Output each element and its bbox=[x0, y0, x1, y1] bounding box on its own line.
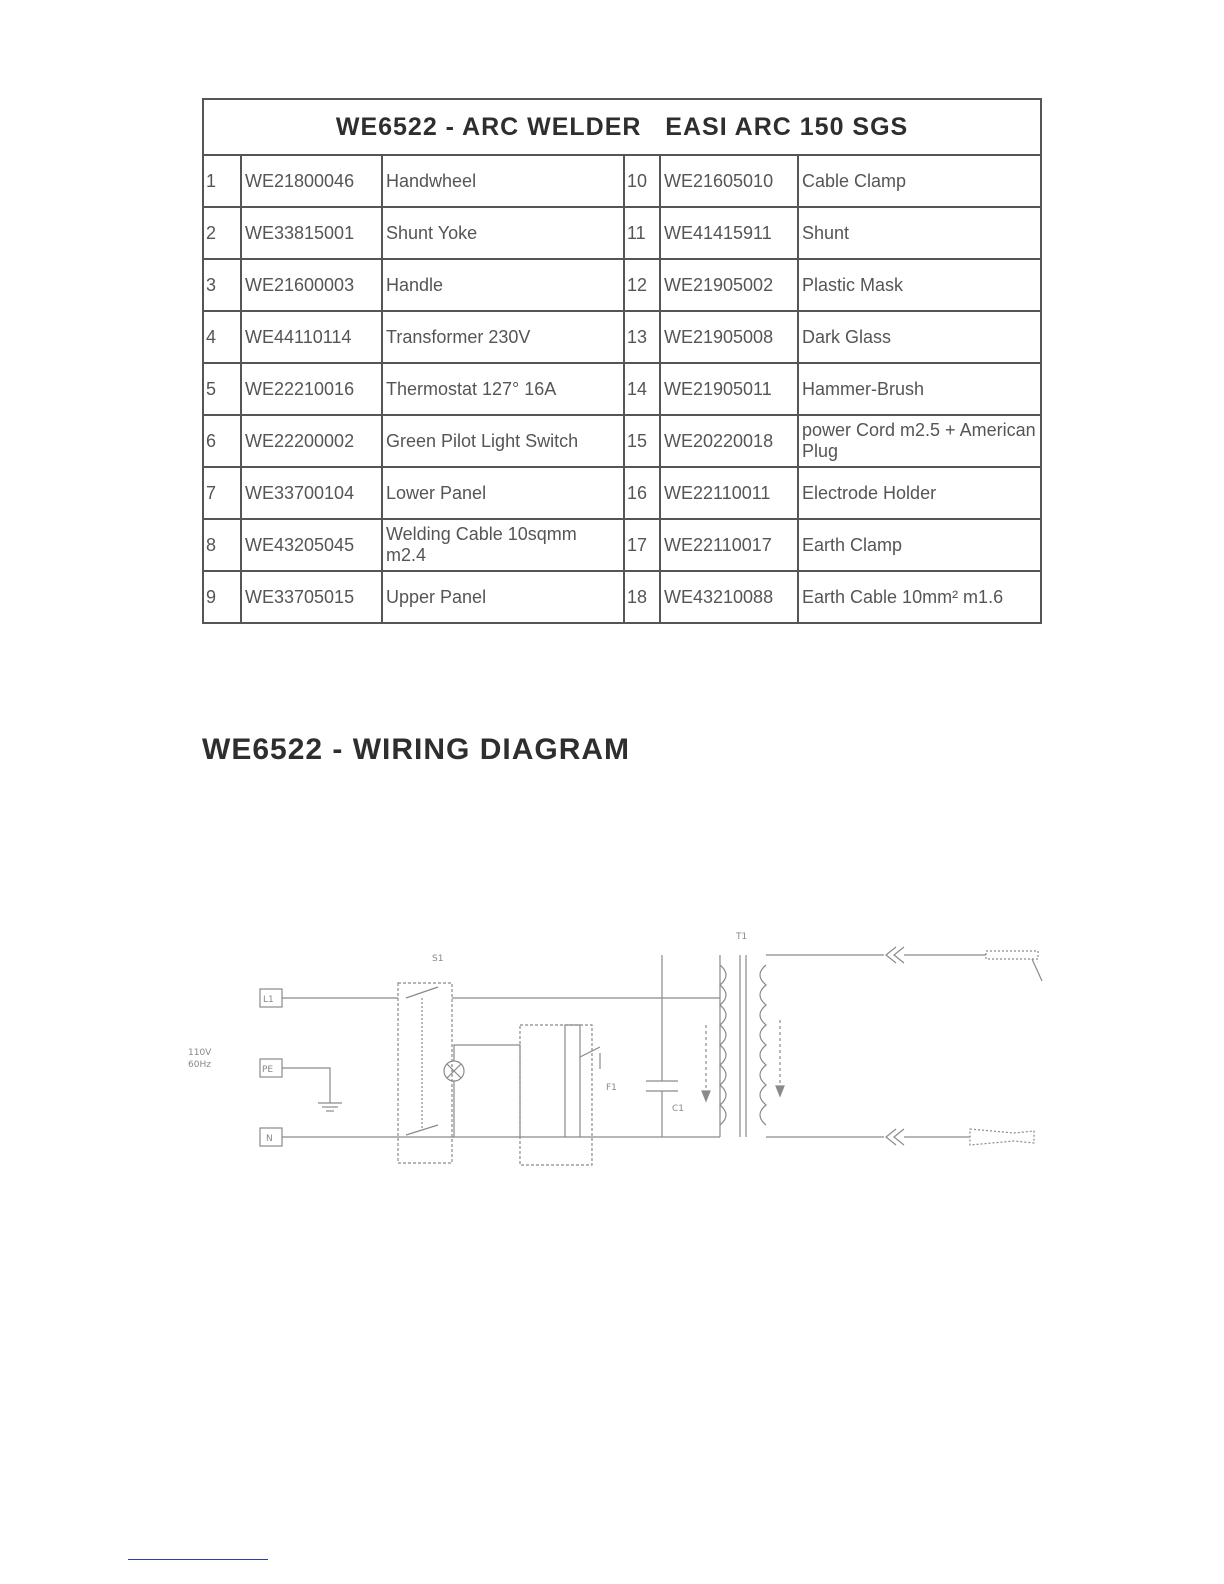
parts-table-body bbox=[203, 155, 1041, 623]
part-code-cell: WE22110011 bbox=[660, 467, 798, 519]
part-code-cell: WE21905011 bbox=[660, 363, 798, 415]
part-description-cell: Transformer 230V bbox=[382, 311, 624, 363]
terminal-pe bbox=[260, 1059, 282, 1077]
part-number-cell: 8 bbox=[203, 519, 241, 571]
part-code-cell: WE21600003 bbox=[241, 259, 382, 311]
part-description-cell: Shunt Yoke bbox=[382, 207, 624, 259]
table-row bbox=[203, 311, 1041, 363]
part-description-cell: Handle bbox=[382, 259, 624, 311]
supply-voltage-label: 110V bbox=[188, 1048, 212, 1058]
part-code-cell: WE21605010 bbox=[660, 155, 798, 207]
part-description-cell: Shunt bbox=[798, 207, 1041, 259]
part-number-cell: 13 bbox=[624, 311, 660, 363]
part-description-cell: Cable Clamp bbox=[798, 155, 1041, 207]
part-description-cell: Plastic Mask bbox=[798, 259, 1041, 311]
part-number-cell: 11 bbox=[624, 207, 660, 259]
capacitor-label: C1 bbox=[672, 1104, 685, 1114]
table-row bbox=[203, 467, 1041, 519]
part-number-cell: 10 bbox=[624, 155, 660, 207]
part-code-cell: WE43210088 bbox=[660, 571, 798, 623]
earth-ground-symbol bbox=[282, 1068, 342, 1111]
part-code-cell: WE22210016 bbox=[241, 363, 382, 415]
part-description-cell: Handwheel bbox=[382, 155, 624, 207]
part-code-cell: WE20220018 bbox=[660, 415, 798, 467]
part-code-cell: WE43205045 bbox=[241, 519, 382, 571]
part-description-cell: Welding Cable 10sqmm m2.4 bbox=[382, 519, 624, 571]
switch-label: S1 bbox=[432, 954, 444, 964]
thermostat-label: F1 bbox=[606, 1083, 617, 1093]
part-number-cell: 17 bbox=[624, 519, 660, 571]
table-row bbox=[203, 571, 1041, 623]
table-row bbox=[203, 363, 1041, 415]
part-code-cell: WE22200002 bbox=[241, 415, 382, 467]
part-description-cell: Upper Panel bbox=[382, 571, 624, 623]
transformer bbox=[702, 932, 784, 1137]
table-row bbox=[203, 415, 1041, 467]
footnote-rule bbox=[128, 1559, 268, 1560]
part-number-cell: 12 bbox=[624, 259, 660, 311]
part-number-cell: 6 bbox=[203, 415, 241, 467]
part-description-cell: Hammer-Brush bbox=[798, 363, 1041, 415]
parts-table-title: WE6522 - ARC WELDER EASI ARC 150 SGS bbox=[203, 99, 1041, 155]
part-description-cell: Dark Glass bbox=[798, 311, 1041, 363]
part-number-cell: 16 bbox=[624, 467, 660, 519]
part-number-cell: 9 bbox=[203, 571, 241, 623]
part-description-cell: Lower Panel bbox=[382, 467, 624, 519]
electrode-holder-icon bbox=[986, 951, 1038, 959]
transformer-label: T1 bbox=[736, 932, 748, 942]
table-row bbox=[203, 519, 1041, 571]
part-number-cell: 14 bbox=[624, 363, 660, 415]
part-number-cell: 3 bbox=[203, 259, 241, 311]
part-number-cell: 5 bbox=[203, 363, 241, 415]
terminal-n bbox=[260, 1128, 282, 1146]
part-code-cell: WE33705015 bbox=[241, 571, 382, 623]
part-code-cell: WE21800046 bbox=[241, 155, 382, 207]
part-description-cell: power Cord m2.5 + American Plug bbox=[798, 415, 1041, 467]
wiring-diagram bbox=[180, 925, 1050, 1175]
supply-frequency-label: 60Hz bbox=[188, 1060, 211, 1070]
part-number-cell: 2 bbox=[203, 207, 241, 259]
wiring-diagram-title: WE6522 - WIRING DIAGRAM bbox=[202, 733, 631, 766]
part-description-cell: Electrode Holder bbox=[798, 467, 1041, 519]
part-description-cell: Thermostat 127° 16A bbox=[382, 363, 624, 415]
part-code-cell: WE21905008 bbox=[660, 311, 798, 363]
terminal-l-label: L1 bbox=[263, 995, 274, 1005]
terminal-l bbox=[260, 989, 282, 1007]
pilot-light-switch bbox=[398, 954, 520, 1163]
terminal-n-label: N bbox=[266, 1134, 273, 1144]
secondary-output bbox=[766, 947, 1042, 1145]
part-number-cell: 15 bbox=[624, 415, 660, 467]
part-description-cell: Earth Clamp bbox=[798, 519, 1041, 571]
table-row bbox=[203, 155, 1041, 207]
parts-table bbox=[202, 98, 1042, 624]
part-code-cell: WE33815001 bbox=[241, 207, 382, 259]
capacitor bbox=[646, 955, 684, 1137]
part-code-cell: WE44110114 bbox=[241, 311, 382, 363]
thermostat bbox=[520, 1025, 617, 1165]
part-number-cell: 4 bbox=[203, 311, 241, 363]
earth-clamp-icon bbox=[970, 1129, 1034, 1145]
table-row bbox=[203, 207, 1041, 259]
part-number-cell: 7 bbox=[203, 467, 241, 519]
part-code-cell: WE41415911 bbox=[660, 207, 798, 259]
part-code-cell: WE33700104 bbox=[241, 467, 382, 519]
table-row bbox=[203, 259, 1041, 311]
terminal-pe-label: PE bbox=[262, 1065, 274, 1075]
part-number-cell: 18 bbox=[624, 571, 660, 623]
part-description-cell: Green Pilot Light Switch bbox=[382, 415, 624, 467]
part-description-cell: Earth Cable 10mm² m1.6 bbox=[798, 571, 1041, 623]
part-number-cell: 1 bbox=[203, 155, 241, 207]
part-code-cell: WE22110017 bbox=[660, 519, 798, 571]
part-code-cell: WE21905002 bbox=[660, 259, 798, 311]
